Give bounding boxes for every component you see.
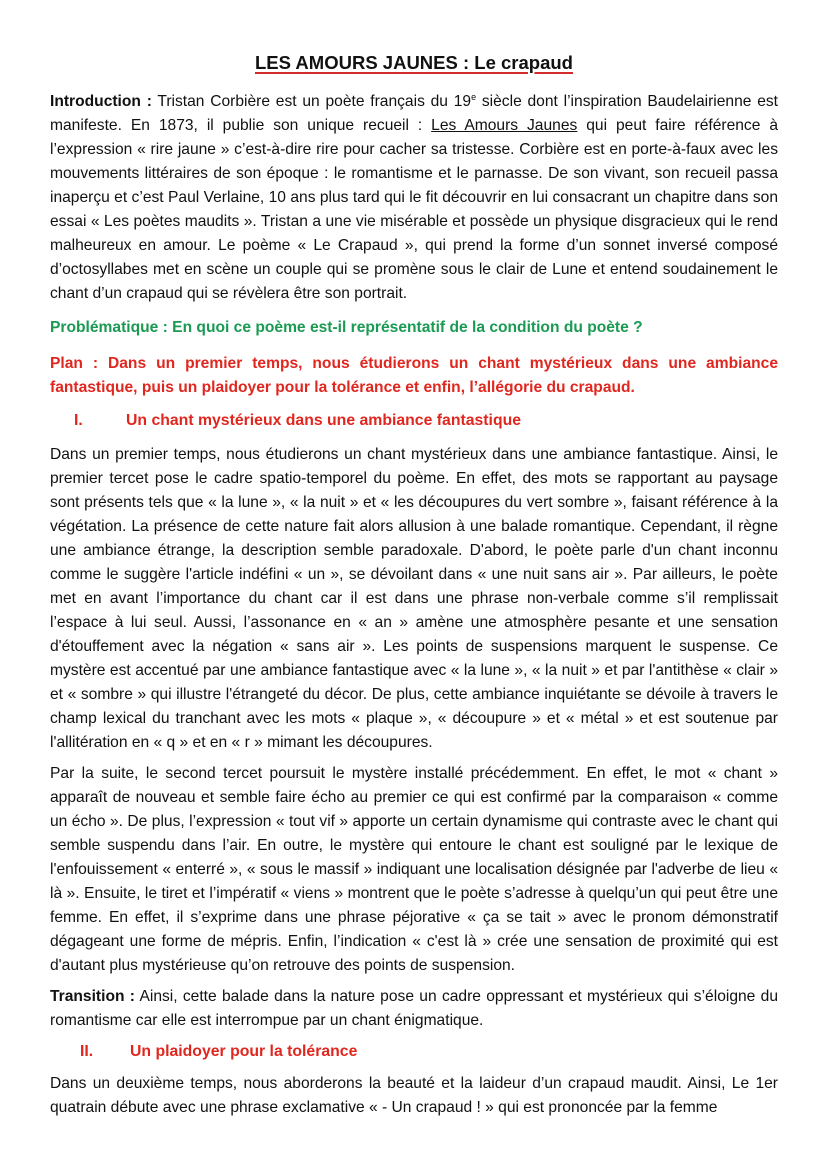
section-2-number: II. — [80, 1043, 94, 1060]
section-1-heading — [74, 412, 521, 430]
introduction-paragraph: Introduction : Tristan Corbière est un poète français du 19e siècle dont l’inspiration Baudelairienne est manifeste. En 1873, il publie son unique recueil : Les Amours Jaunes qui peut faire référence à l’expression « rire jaune » c’est-à-dire rire pour cacher sa tristesse. Corbière est en porte-à-faux avec les mouvements littéraires de son époque : le romantisme et le parnasse. De son vivant, son recueil passa inaperçu et c’est Paul Verlaine, 10 ans plus tard qui le fit découvrir en lui consacrant un chapitre dans son essai « Les poètes maudits ». Tristan a une vie misérable et possède un physique disgracieux qui le rend malheureux en amour. Le poème « Le Crapaud », qui prend la forme d’un sonnet inversé composé d’octosyllabes met en scène un couple qui se promène sous le clair de Lune et entend soudainement le chant d’un crapaud qui se révèlera être son portrait. — [50, 91, 779, 302]
book-title: Les Amours Jaunes — [431, 117, 578, 134]
transition-paragraph: Transition : Ainsi, cette balade dans la nature pose un cadre oppressant et mystérieux qui s’éloigne du romantisme car elle est interrompue par un chant énigmatique. — [50, 988, 778, 1029]
plan: Plan : Dans un premier temps, nous étudierons un chant mystérieux dans une ambiance fantastique, puis un plaidoyer pour la tolérance et enfin, l’allégorie du crapaud. — [50, 355, 778, 396]
paragraph-2: Par la suite, le second tercet poursuit le mystère installé précédemment. En effet, le mot « chant » apparaît de nouveau et semble faire écho au premier ce qui est confirmé par la comparaison « comme un écho ». De plus, l’expression « tout vif » apporte un certain dynamisme qui contraste avec le chant qui semble suspendu dans l’air. En outre, le mystère qui entoure le chant est souligné par le lexique de l'enfouissement « enterré », « sous le massif » indiquant une localisation désignée par l'adverbe de lieu « là ». Ensuite, le tiret et l’impératif « viens » montrent que le poète s’adresse à quelqu’un qui peut être une femme. En effet, il s’exprime dans une phrase péjorative « ça se tait » avec le pronom démonstratif dégageant une forme de mépris. Enfin, l’indication « c'est là » crée une sensation de proximité qui est d'autant plus mystérieuse qu’on retrouve des points de suspension. — [50, 765, 778, 974]
problematique: Problématique : En quoi ce poème est-il représentatif de la condition du poète ? — [50, 319, 643, 336]
intro-label: Introduction : — [50, 93, 152, 110]
paragraph-1: Dans un premier temps, nous étudierons un chant mystérieux dans une ambiance fantastique. Ainsi, le premier tercet pose le cadre spatio-temporel du poème. En effet, des mots se rapportant au paysage sont présents tels que « la lune », « la nuit » et « les découpures du vert sombre », faisant référence à la végétation. La présence de cette nature fait alors allusion à une balade romantique. Cependant, il règne une ambiance étrange, la description semble paradoxale. D'abord, le poète parle d'un chant inconnu comme le suggère l'article indéfini « un », se dévoilant dans « une nuit sans air ». Par ailleurs, le poète met en avant l’importance du chant car il est dans une phrase non-verbale comme s’il remplissait l’espace à lui seul. Aussi, l’assonance en « an » amène une atmosphère pesante et une sensation d'étouffement avec la négation « sans air ». Les points de suspensions marquent le suspense. Ce mystère est accentué par une ambiance fantastique avec « la lune », « la nuit » et par l'antithèse « clair » et « sombre » qui illustre l'étrangeté du décor. De plus, cette ambiance inquiétante se dévoile à travers le champ lexical du tranchant avec les mots « plaque », « découpure » et « métal » et est soutenue par l'allitération en « q » et en « r » mimant les découpures. — [50, 446, 778, 751]
document-title: LES AMOURS JAUNES : Le crapaud — [255, 52, 573, 73]
paragraph-3: Dans un deuxième temps, nous aborderons la beauté et la laideur d’un crapaud maudit. Ainsi, Le 1er quatrain débute avec une phrase exclamative « - Un crapaud ! » qui est prononcée par la femme — [50, 1075, 778, 1116]
section-1-number: I. — [74, 412, 83, 429]
section-2-heading — [80, 1043, 357, 1061]
section-2-title: Un plaidoyer pour la tolérance — [130, 1043, 358, 1060]
transition-label: Transition : — [50, 988, 136, 1005]
section-1-title: Un chant mystérieux dans une ambiance fantastique — [126, 412, 522, 429]
